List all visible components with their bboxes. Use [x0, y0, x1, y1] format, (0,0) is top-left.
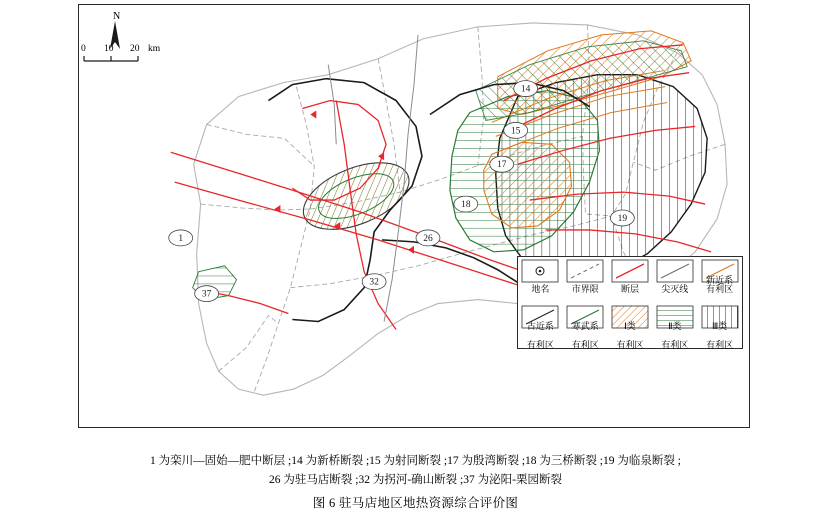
north-label: N — [113, 11, 121, 22]
svg-text:32: 32 — [369, 277, 379, 288]
fault-label-14 — [514, 81, 538, 97]
svg-text:26: 26 — [423, 233, 433, 244]
svg-text:37: 37 — [201, 289, 212, 300]
legend-symbol-city-boundary — [563, 257, 608, 285]
fault-label-19 — [610, 210, 634, 226]
legend-label-fault: 断层 — [620, 284, 639, 294]
fault-note-line-2: 26 为驻马店断裂 ;32 为拐河-确山断裂 ;37 为泌阳-栗园断裂 — [269, 474, 562, 486]
fault-note-line-1: 1 为栾川—固始—肥中断层 ;14 为新桥断裂 ;15 为射同断裂 ;17 为殷湾断裂 ;18 为三桥断裂 ;19 为临泉断裂 ; — [150, 455, 681, 467]
legend-symbol-place-name — [518, 257, 563, 285]
svg-text:15: 15 — [510, 126, 521, 137]
legend-label-vanish-line: 尖灭线 — [661, 284, 689, 294]
scale-bar — [80, 44, 172, 71]
scale-unit: km — [148, 44, 161, 54]
figure-title: 图 6 驻马店地区地热资源综合评价图 — [312, 496, 519, 510]
svg-text:14: 14 — [520, 84, 531, 95]
map-frame — [78, 4, 750, 428]
legend-symbol-fault — [608, 257, 653, 285]
fault-label-1 — [169, 230, 193, 246]
svg-text:17: 17 — [497, 160, 507, 171]
scale-tick-0: 0 — [81, 44, 86, 54]
legend-label-cambrian-favorable: 寒武系 有利区 — [571, 321, 599, 350]
svg-text:19: 19 — [617, 213, 628, 224]
legend-label-class-1: Ⅰ类 有利区 — [616, 321, 644, 350]
caption-block — [0, 452, 831, 514]
svg-text:18: 18 — [461, 200, 471, 211]
fault-label-37 — [195, 286, 219, 302]
legend-label-paleogene-favorable: 古近系 有利区 — [526, 321, 554, 350]
legend-symbol-vanish-line — [652, 257, 697, 285]
legend-label-place-name: 地名 — [531, 284, 550, 294]
scale-tick-20: 20 — [130, 44, 140, 54]
legend-label-city-boundary: 市界限 — [571, 284, 599, 294]
legend-label-class-2: Ⅱ类 有利区 — [661, 321, 689, 350]
fault-label-26 — [416, 230, 440, 246]
svg-text:1: 1 — [178, 233, 184, 244]
fault-label-32 — [362, 274, 386, 290]
map-canvas — [79, 5, 749, 427]
legend-label-class-3: Ⅲ类 有利区 — [706, 321, 734, 350]
fault-label-17 — [490, 156, 514, 172]
fault-label-18 — [454, 196, 478, 212]
scale-tick-10: 10 — [104, 44, 114, 54]
legend-label-neogene-favorable: 新近系 有利区 — [706, 275, 734, 295]
legend-grid — [518, 257, 742, 348]
fault-label-15 — [504, 122, 528, 138]
legend — [517, 256, 743, 349]
